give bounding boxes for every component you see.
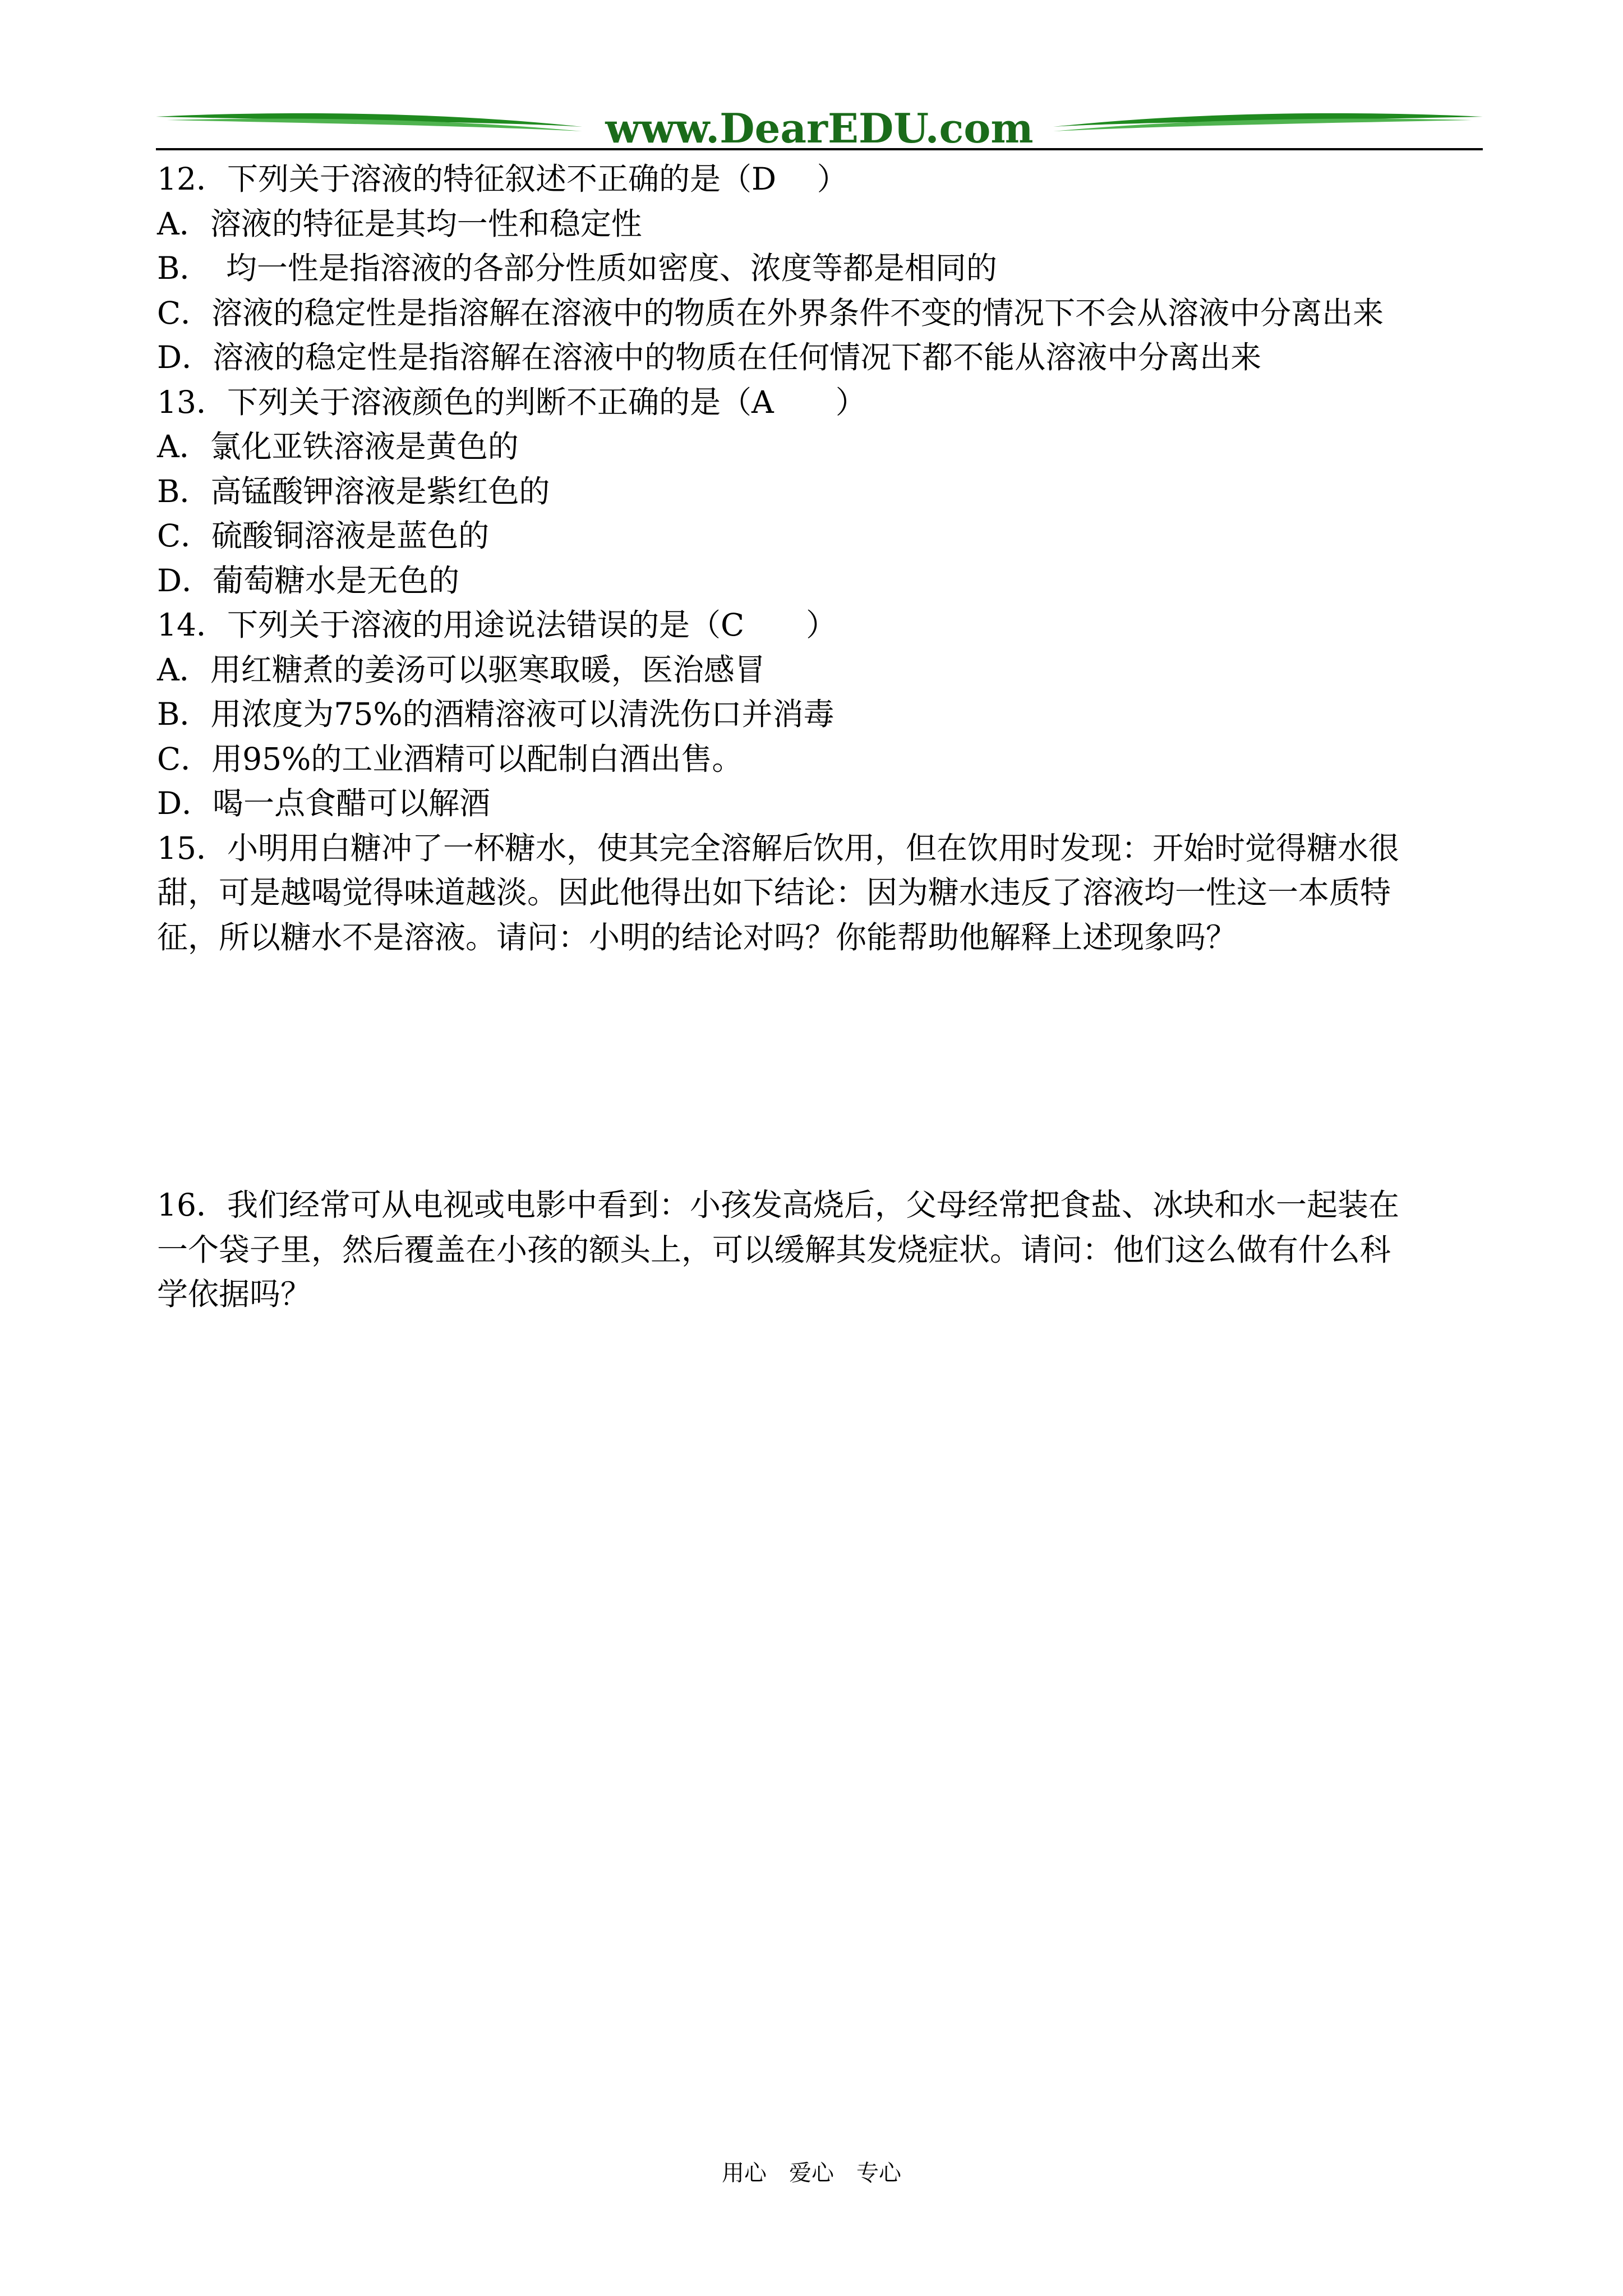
page-footer: 用心 爱心 专心 — [722, 2160, 901, 2186]
option-c: C．用95%的工业酒精可以配制白酒出售。 — [157, 740, 743, 777]
question-text-line: 一个袋子里，然后覆盖在小孩的额头上，可以缓解其发烧症状。请问：他们这么做有什么科 — [157, 1231, 1391, 1268]
site-name: www.DearEDU.com — [605, 104, 1034, 151]
question-15 — [157, 826, 1481, 960]
answer-space — [157, 960, 1481, 1183]
option-a: A．用红糖煮的姜汤可以驱寒取暖，医治感冒 — [157, 651, 766, 688]
question-stem: 13．下列关于溶液颜色的判断不正确的是（A ） — [157, 384, 866, 420]
option-c: C．溶液的稳定性是指溶解在溶液中的物质在外界条件不变的情况下不会从溶液中分离出来 — [157, 295, 1384, 331]
option-a: A．溶液的特征是其均一性和稳定性 — [157, 205, 642, 242]
question-list — [157, 157, 1481, 1317]
option-c: C．硫酸铜溶液是蓝色的 — [157, 518, 490, 554]
question-text-line: 学依据吗？ — [157, 1276, 312, 1312]
option-b: B．用浓度为75%的酒精溶液可以清洗伤口并消毒 — [157, 696, 834, 732]
question-16 — [157, 1183, 1481, 1317]
option-a: A．氯化亚铁溶液是黄色的 — [157, 429, 519, 464]
question-text-line: 15．小明用白糖冲了一杯糖水，使其完全溶解后饮用，但在饮用时发现：开始时觉得糖水很 — [157, 830, 1399, 866]
question-text-line: 征，所以糖水不是溶液。请问：小明的结论对吗？你能帮助他解释上述现象吗？ — [157, 919, 1237, 955]
header-banner — [156, 100, 1483, 151]
question-12 — [157, 157, 1481, 380]
question-13 — [157, 380, 1481, 604]
question-14 — [157, 603, 1481, 826]
header-rule — [156, 148, 1483, 150]
question-text-line: 甜，可是越喝觉得味道越淡。因此他得出如下结论：因为糖水违反了溶液均一性这一本质特 — [157, 875, 1391, 910]
option-b: B．高锰酸钾溶液是紫红色的 — [157, 473, 550, 509]
option-d: D．溶液的稳定性是指溶解在溶液中的物质在任何情况下都不能从溶液中分离出来 — [157, 339, 1262, 375]
question-text-line: 16．我们经常可从电视或电影中看到：小孩发高烧后，父母经常把食盐、冰块和水一起装在 — [157, 1187, 1399, 1223]
option-b: B． 均一性是指溶液的各部分性质如密度、浓度等都是相同的 — [157, 250, 997, 286]
question-stem: 12．下列关于溶液的特征叙述不正确的是（D ） — [157, 161, 848, 197]
swoosh-logo-icon — [156, 100, 1483, 151]
question-stem: 14．下列关于溶液的用途说法错误的是（C ） — [157, 607, 837, 643]
option-d: D．葡萄糖水是无色的 — [157, 562, 460, 599]
option-d: D．喝一点食醋可以解酒 — [157, 785, 491, 821]
